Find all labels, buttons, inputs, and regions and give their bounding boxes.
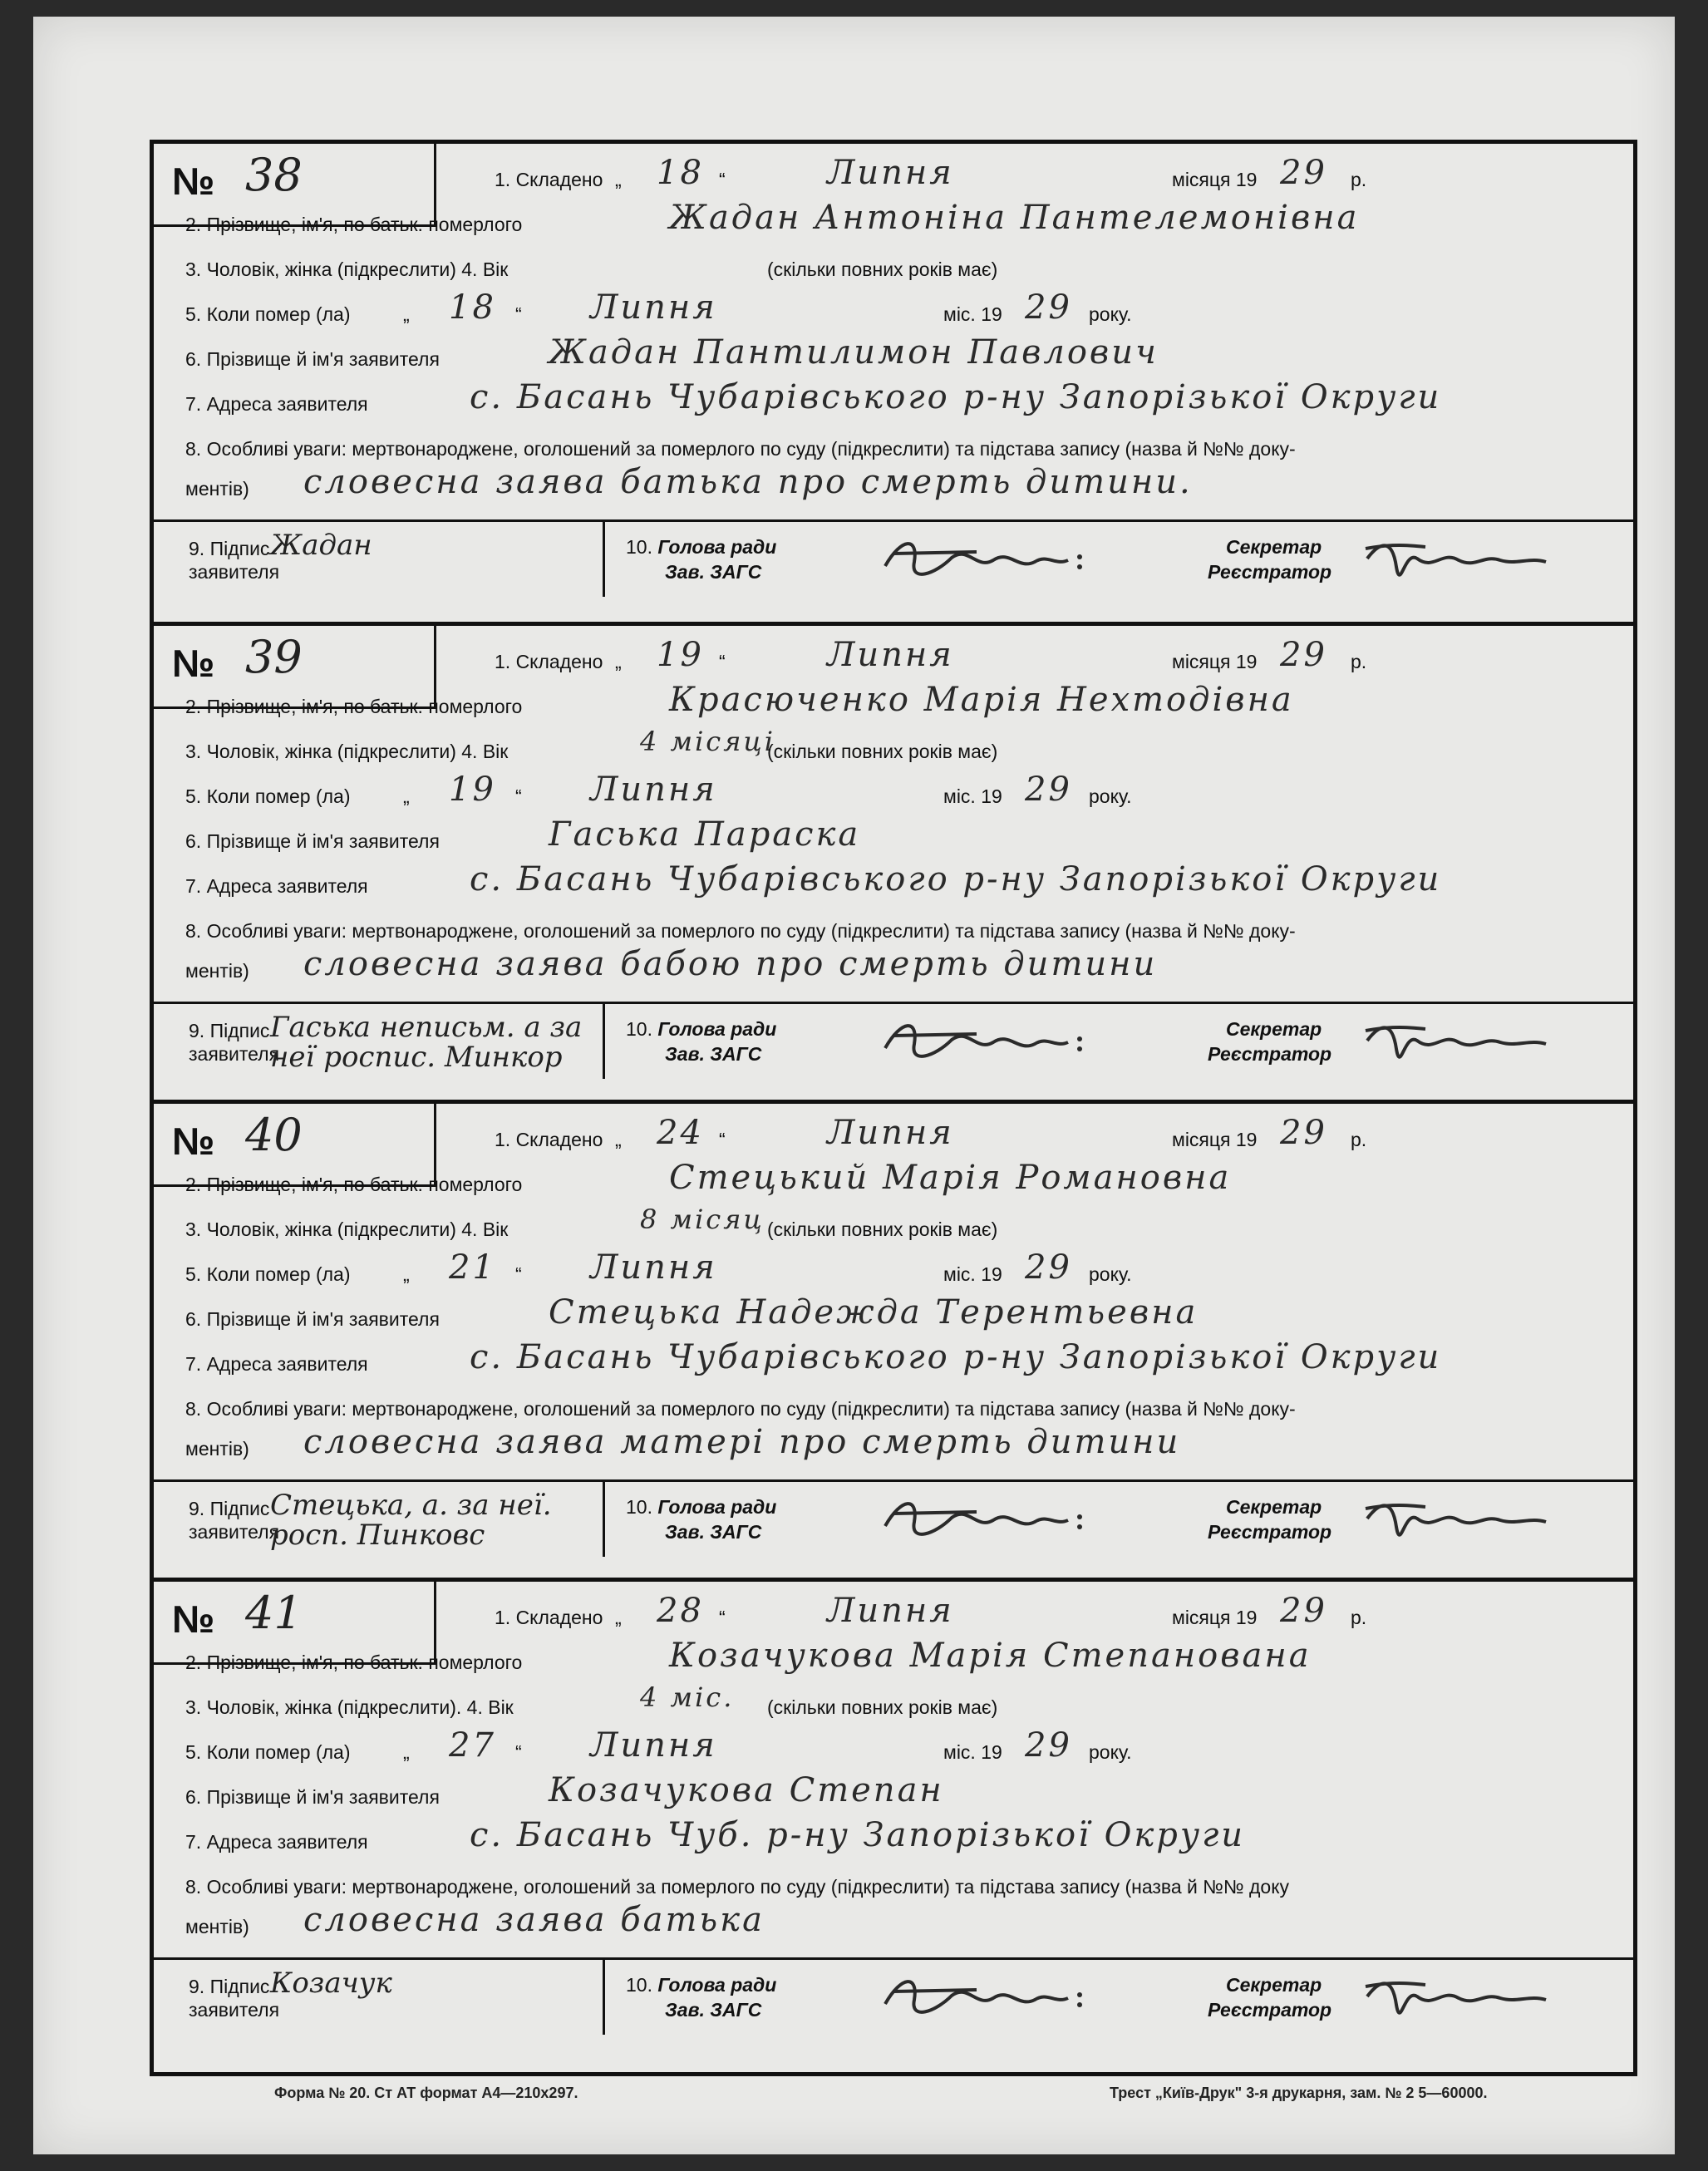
form-footer-left: Форма № 20. Ст АТ формат А4—210х297. <box>274 2085 578 2101</box>
line-name <box>154 1159 1633 1205</box>
death-roku: року. <box>1089 1741 1132 1763</box>
number-sign: № <box>172 642 215 685</box>
applicant-signature: Стецька, а. за неї. росп. Пинковс <box>270 1489 552 1552</box>
registrar-label: Реєстратор <box>1208 1999 1332 2021</box>
composed-label: 1. Складено <box>495 1607 603 1628</box>
quote-close: “ <box>515 785 522 807</box>
head-label: 10. Голова ради <box>626 1974 777 1996</box>
line-applicant <box>154 1293 1633 1340</box>
notes-label: 8. Особливі уваги: мертвонароджене, оголошений за померлого по суду (підкреслити) та підстава запису (назва й №№ доку- <box>185 920 1296 942</box>
line-notes-value <box>154 1901 1633 1947</box>
line-composed <box>154 1592 1633 1638</box>
age-value: 4 міс. <box>640 1681 735 1713</box>
signature-label: 9. Підпис заявителя <box>189 1976 280 2021</box>
death-record <box>154 1578 1633 2055</box>
head-signature-image <box>877 529 1093 595</box>
applicant-address: с. Басань Чубарівського р-ну Запорізької Округи <box>470 1338 1442 1376</box>
applicant-signature: Жадан <box>270 529 372 562</box>
notes-label: 8. Особливі уваги: мертвонароджене, оголошений за померлого по суду (підкреслити) та підстава запису (назва й №№ доку- <box>185 1398 1296 1420</box>
line-notes-value <box>154 463 1633 510</box>
notes-label-cont: ментів) <box>185 1916 249 1937</box>
notes-label-cont: ментів) <box>185 1438 249 1460</box>
death-roku: року. <box>1089 785 1132 807</box>
quote-open: „ <box>615 169 622 190</box>
composed-month: Липня <box>827 154 954 192</box>
deceased-name: Козачукова Марія Степанована <box>669 1637 1312 1675</box>
death-year: 29 <box>1025 288 1072 327</box>
month-label: місяця 19 <box>1172 169 1258 190</box>
zags-label: Зав. ЗАГС <box>665 1043 762 1065</box>
death-roku: року. <box>1089 1263 1132 1285</box>
form-footer-right: Трест „Київ-Друк" 3-я друкарня, зам. № 2 5—60000. <box>1110 2085 1488 2101</box>
number-sign: № <box>172 1120 215 1163</box>
head-signature-image <box>877 1489 1093 1555</box>
head-signature-image <box>877 1967 1093 2033</box>
line-sex-age <box>154 1681 1633 1728</box>
line-name <box>154 199 1633 245</box>
line-address <box>154 378 1633 425</box>
applicant-signature: Гаська неписьм. а за неї роспис. Минкор <box>270 1011 583 1074</box>
quote-open: „ <box>403 303 410 325</box>
line-notes-value <box>154 945 1633 992</box>
death-label: 5. Коли помер (ла) <box>185 1741 351 1763</box>
notes-label: 8. Особливі уваги: мертвонароджене, оголошений за померлого по суду (підкреслити) та підстава запису (назва й №№ доку- <box>185 438 1296 460</box>
line-sex-age <box>154 244 1633 290</box>
r-label: р. <box>1351 651 1367 672</box>
death-year: 29 <box>1025 1248 1072 1287</box>
applicant-name: Стецька Надежда Терентьевна <box>549 1293 1199 1332</box>
signature-divider <box>603 522 605 597</box>
month-label: місяця 19 <box>1172 1607 1258 1628</box>
secretary-label: Секретар <box>1226 1496 1322 1518</box>
line-composed <box>154 1114 1633 1160</box>
record-number: 39 <box>245 631 303 683</box>
zags-label: Зав. ЗАГС <box>665 1999 762 2021</box>
death-year: 29 <box>1025 1726 1072 1765</box>
age-hint: (скільки повних років має) <box>767 1696 998 1718</box>
signature-row <box>154 1957 1633 2035</box>
death-register-form <box>150 140 1637 2076</box>
notes-value: словесна заява батька про смерть дитини. <box>303 463 1193 501</box>
signature-label: 9. Підпис заявителя <box>189 1020 280 1065</box>
death-label: 5. Коли помер (ла) <box>185 1263 351 1285</box>
r-label: р. <box>1351 1129 1367 1150</box>
quote-open: „ <box>403 785 410 807</box>
line-sex-age <box>154 726 1633 772</box>
composed-month: Липня <box>827 1592 954 1630</box>
sex-age-label: 3. Чоловік, жінка (підкреслити) 4. Вік <box>185 1218 509 1240</box>
line-address <box>154 860 1633 907</box>
month-label: місяця 19 <box>1172 651 1258 672</box>
death-record <box>154 622 1633 1100</box>
quote-close: “ <box>515 1741 522 1763</box>
notes-label: 8. Особливі уваги: мертвонароджене, оголошений за померлого по суду (підкреслити) та підстава запису (назва й №№ доку <box>185 1876 1290 1898</box>
signature-label: 9. Підпис заявителя <box>189 1498 280 1543</box>
signature-row <box>154 1002 1633 1079</box>
zags-label: Зав. ЗАГС <box>665 1521 762 1543</box>
applicant-name: Жадан Пантилимон Павлович <box>549 333 1159 372</box>
notes-value: словесна заява батька <box>303 1901 765 1939</box>
composed-year: 29 <box>1280 636 1327 674</box>
quote-open: „ <box>403 1741 410 1763</box>
quote-close: “ <box>719 651 726 672</box>
composed-day: 19 <box>657 636 704 674</box>
death-day: 19 <box>449 770 496 809</box>
quote-close: “ <box>515 1263 522 1285</box>
number-sign: № <box>172 160 215 203</box>
age-hint: (скільки повних років має) <box>767 1218 998 1240</box>
address-label: 7. Адреса заявителя <box>185 875 368 897</box>
applicant-name: Гаська Параска <box>549 815 861 854</box>
composed-year: 29 <box>1280 1592 1327 1630</box>
death-month: Липня <box>590 1726 717 1765</box>
registrar-label: Реєстратор <box>1208 561 1332 583</box>
composed-day: 18 <box>657 154 704 192</box>
quote-open: „ <box>615 1129 622 1150</box>
composed-label: 1. Складено <box>495 169 603 190</box>
death-mis-label: міс. 19 <box>943 303 1002 325</box>
month-label: місяця 19 <box>1172 1129 1258 1150</box>
zags-label: Зав. ЗАГС <box>665 561 762 583</box>
name-label: 2. Прізвище, ім'я, по батьк. померлого <box>185 214 523 235</box>
death-label: 5. Коли помер (ла) <box>185 303 351 325</box>
composed-month: Липня <box>827 636 954 674</box>
head-title: Голова ради <box>657 1018 777 1040</box>
address-label: 7. Адреса заявителя <box>185 1831 368 1853</box>
death-label: 5. Коли помер (ла) <box>185 785 351 807</box>
secretary-label: Секретар <box>1226 536 1322 558</box>
document-sheet <box>33 17 1675 2154</box>
applicant-label: 6. Прізвище й ім'я заявителя <box>185 348 440 370</box>
death-record <box>154 1100 1633 1578</box>
age-value: 4 місяці <box>640 726 775 757</box>
line-name <box>154 1637 1633 1683</box>
composed-day: 24 <box>657 1114 704 1152</box>
record-number: 41 <box>245 1587 303 1639</box>
sex-age-label: 3. Чоловік, жінка (підкреслити) 4. Вік <box>185 741 509 762</box>
death-mis-label: міс. 19 <box>943 1263 1002 1285</box>
line-applicant <box>154 1771 1633 1818</box>
signature-row <box>154 1479 1633 1557</box>
secretary-label: Секретар <box>1226 1018 1322 1040</box>
sex-age-label: 3. Чоловік, жінка (підкреслити). 4. Вік <box>185 1696 514 1718</box>
death-mis-label: міс. 19 <box>943 1741 1002 1763</box>
applicant-address: с. Басань Чубарівського р-ну Запорізької Округи <box>470 378 1442 416</box>
record-number: 38 <box>245 149 303 201</box>
record-number: 40 <box>245 1109 303 1161</box>
quote-open: „ <box>615 1607 622 1628</box>
applicant-label: 6. Прізвище й ім'я заявителя <box>185 1786 440 1808</box>
signature-divider <box>603 1960 605 2035</box>
registrar-signature-image <box>1359 1007 1558 1077</box>
line-death-date <box>154 1726 1633 1773</box>
signature-divider <box>603 1004 605 1079</box>
age-hint: (скільки повних років має) <box>767 741 998 762</box>
composed-label: 1. Складено <box>495 651 603 672</box>
death-record <box>154 144 1633 622</box>
notes-value: словесна заява бабою про смерть дитини <box>303 945 1158 983</box>
quote-close: “ <box>515 303 522 325</box>
registrar-signature-image <box>1359 525 1558 595</box>
line-death-date <box>154 1248 1633 1295</box>
name-label: 2. Прізвище, ім'я, по батьк. померлого <box>185 696 523 717</box>
composed-month: Липня <box>827 1114 954 1152</box>
head-signature-image <box>877 1011 1093 1077</box>
quote-open: „ <box>615 651 622 672</box>
line-applicant <box>154 815 1633 862</box>
applicant-signature: Козачук <box>270 1967 392 2000</box>
head-label: 10. Голова ради <box>626 536 777 558</box>
death-month: Липня <box>590 288 717 327</box>
signature-label: 9. Підпис заявителя <box>189 538 280 583</box>
registrar-label: Реєстратор <box>1208 1043 1332 1065</box>
head-title: Голова ради <box>657 1496 777 1518</box>
composed-day: 28 <box>657 1592 704 1630</box>
applicant-label: 6. Прізвище й ім'я заявителя <box>185 1308 440 1330</box>
composed-year: 29 <box>1280 1114 1327 1152</box>
notes-label-cont: ментів) <box>185 478 249 500</box>
line-composed <box>154 636 1633 682</box>
notes-value: словесна заява матері про смерть дитини <box>303 1423 1181 1461</box>
death-day: 27 <box>449 1726 496 1765</box>
line-composed <box>154 154 1633 200</box>
age-hint: (скільки повних років має) <box>767 258 998 280</box>
signature-divider <box>603 1482 605 1557</box>
line-applicant <box>154 333 1633 380</box>
line-address <box>154 1816 1633 1863</box>
composed-year: 29 <box>1280 154 1327 192</box>
line-death-date <box>154 288 1633 335</box>
line-notes-value <box>154 1423 1633 1469</box>
quote-open: „ <box>403 1263 410 1285</box>
r-label: р. <box>1351 169 1367 190</box>
notes-label-cont: ментів) <box>185 960 249 982</box>
quote-close: “ <box>719 1129 726 1150</box>
deceased-name: Красюченко Марія Нехтодівна <box>669 681 1294 719</box>
registrar-label: Реєстратор <box>1208 1521 1332 1543</box>
death-year: 29 <box>1025 770 1072 809</box>
death-roku: року. <box>1089 303 1132 325</box>
line-sex-age <box>154 1204 1633 1250</box>
death-month: Липня <box>590 770 717 809</box>
registrar-signature-image <box>1359 1963 1558 2033</box>
line-address <box>154 1338 1633 1385</box>
registrar-signature-image <box>1359 1485 1558 1555</box>
quote-close: “ <box>719 1607 726 1628</box>
number-sign: № <box>172 1597 215 1641</box>
head-label: 10. Голова ради <box>626 1018 777 1040</box>
line-name <box>154 681 1633 727</box>
applicant-address: с. Басань Чуб. р-ну Запорізької Округи <box>470 1816 1246 1854</box>
deceased-name: Жадан Антоніна Пантелемонівна <box>669 199 1360 237</box>
name-label: 2. Прізвище, ім'я, по батьк. померлого <box>185 1652 523 1673</box>
address-label: 7. Адреса заявителя <box>185 1353 368 1375</box>
head-label: 10. Голова ради <box>626 1496 777 1518</box>
death-day: 18 <box>449 288 496 327</box>
address-label: 7. Адреса заявителя <box>185 393 368 415</box>
applicant-label: 6. Прізвище й ім'я заявителя <box>185 830 440 852</box>
death-month: Липня <box>590 1248 717 1287</box>
head-title: Голова ради <box>657 536 777 558</box>
deceased-name: Стецький Марія Романовна <box>669 1159 1232 1197</box>
name-label: 2. Прізвище, ім'я, по батьк. померлого <box>185 1174 523 1195</box>
death-day: 21 <box>449 1248 496 1287</box>
head-title: Голова ради <box>657 1974 777 1996</box>
signature-row <box>154 519 1633 597</box>
secretary-label: Секретар <box>1226 1974 1322 1996</box>
death-mis-label: міс. 19 <box>943 785 1002 807</box>
quote-close: “ <box>719 169 726 190</box>
composed-label: 1. Складено <box>495 1129 603 1150</box>
applicant-name: Козачукова Степан <box>549 1771 944 1809</box>
sex-age-label: 3. Чоловік, жінка (підкреслити) 4. Вік <box>185 258 509 280</box>
applicant-address: с. Басань Чубарівського р-ну Запорізької Округи <box>470 860 1442 898</box>
r-label: р. <box>1351 1607 1367 1628</box>
age-value: 8 місяц <box>640 1204 765 1235</box>
line-death-date <box>154 770 1633 817</box>
